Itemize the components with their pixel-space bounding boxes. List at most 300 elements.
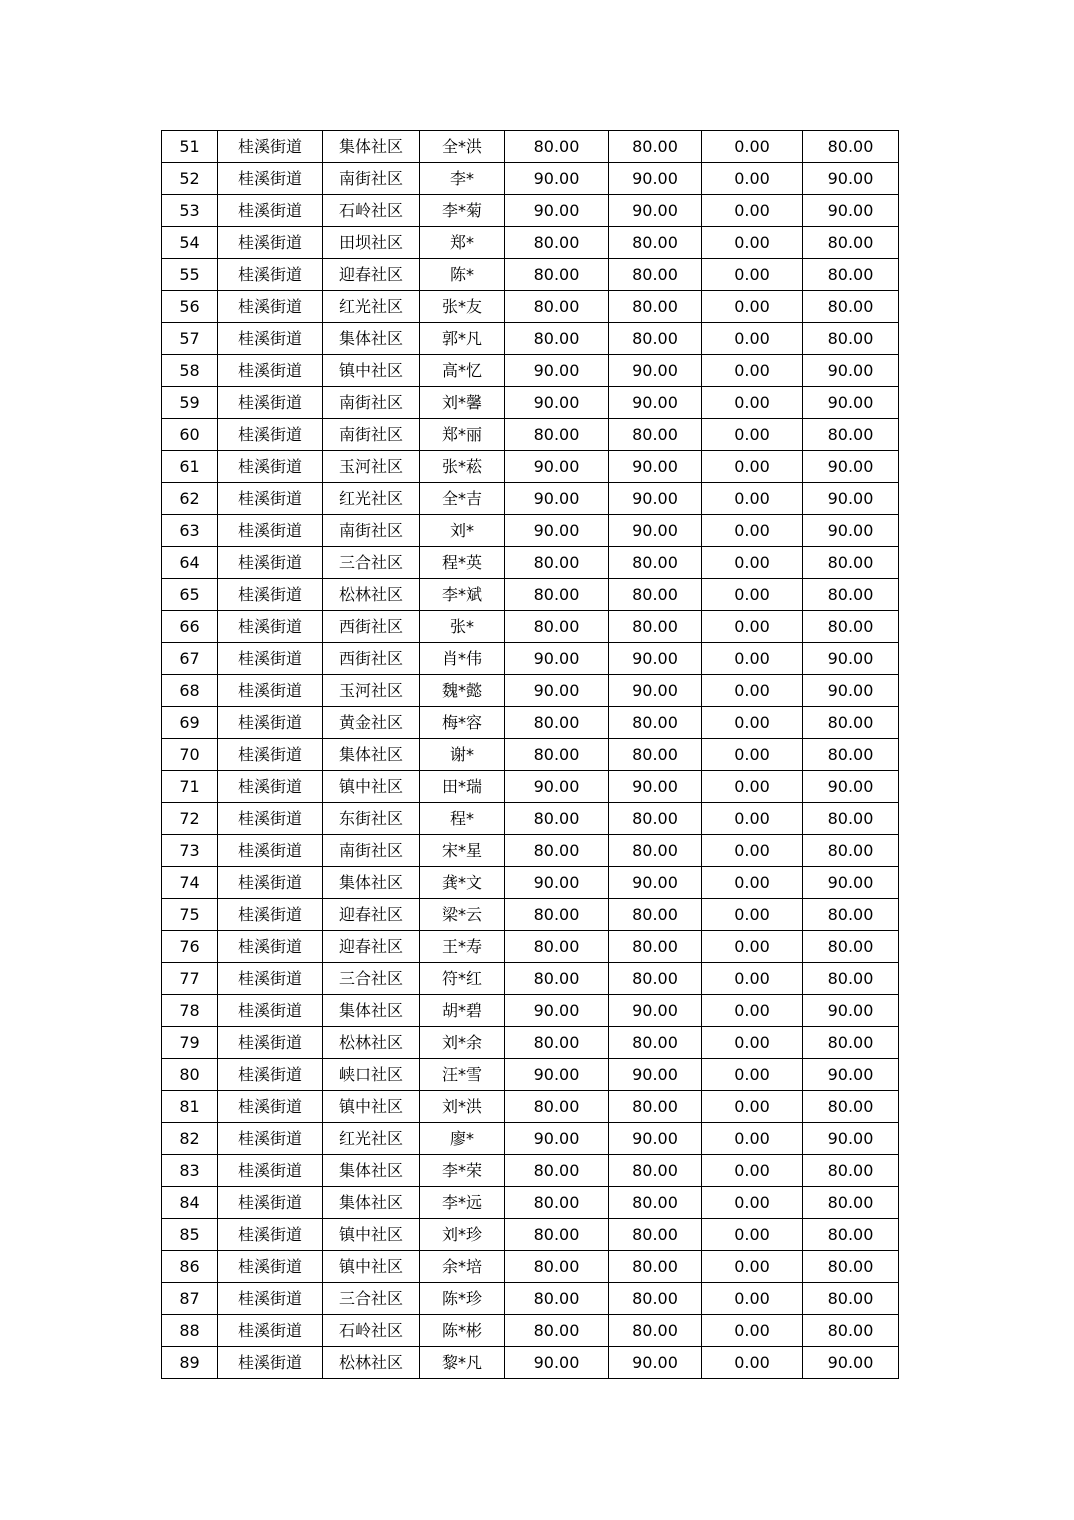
table-row [162,355,899,387]
amount-cell-4: 80.00 [803,739,899,771]
amount-cell-2: 90.00 [609,867,702,899]
row-number-cell: 73 [162,835,218,867]
row-number-cell: 60 [162,419,218,451]
amount-cell-2: 80.00 [609,323,702,355]
amount-cell-4: 80.00 [803,707,899,739]
amount-cell-3: 0.00 [702,227,803,259]
amount-cell-2: 90.00 [609,643,702,675]
row-number-cell: 54 [162,227,218,259]
row-number-cell: 52 [162,163,218,195]
street-cell: 桂溪街道 [218,323,323,355]
name-cell: 宋*星 [420,835,505,867]
name-cell: 胡*碧 [420,995,505,1027]
street-cell: 桂溪街道 [218,291,323,323]
amount-cell-4: 90.00 [803,771,899,803]
amount-cell-3: 0.00 [702,291,803,323]
row-number-cell: 86 [162,1251,218,1283]
street-cell: 桂溪街道 [218,579,323,611]
table-row [162,579,899,611]
street-cell: 桂溪街道 [218,1027,323,1059]
amount-cell-3: 0.00 [702,643,803,675]
name-cell: 刘* [420,515,505,547]
amount-cell-4: 90.00 [803,195,899,227]
street-cell: 桂溪街道 [218,835,323,867]
amount-cell-3: 0.00 [702,355,803,387]
amount-cell-2: 90.00 [609,451,702,483]
name-cell: 郭*凡 [420,323,505,355]
amount-cell-1: 90.00 [505,163,609,195]
amount-cell-1: 80.00 [505,1187,609,1219]
amount-cell-1: 90.00 [505,515,609,547]
table-row [162,419,899,451]
amount-cell-3: 0.00 [702,131,803,163]
row-number-cell: 66 [162,611,218,643]
amount-cell-4: 80.00 [803,291,899,323]
amount-cell-2: 90.00 [609,483,702,515]
amount-cell-2: 80.00 [609,899,702,931]
community-cell: 南街社区 [323,419,420,451]
row-number-cell: 69 [162,707,218,739]
table-row [162,1283,899,1315]
row-number-cell: 81 [162,1091,218,1123]
amount-cell-3: 0.00 [702,387,803,419]
amount-cell-1: 80.00 [505,1155,609,1187]
amount-cell-3: 0.00 [702,611,803,643]
community-cell: 松林社区 [323,1027,420,1059]
street-cell: 桂溪街道 [218,451,323,483]
table-row [162,931,899,963]
community-cell: 东街社区 [323,803,420,835]
community-cell: 三合社区 [323,547,420,579]
amount-cell-2: 80.00 [609,227,702,259]
amount-cell-2: 80.00 [609,419,702,451]
amount-cell-1: 90.00 [505,387,609,419]
amount-cell-1: 90.00 [505,483,609,515]
amount-cell-3: 0.00 [702,739,803,771]
amount-cell-3: 0.00 [702,323,803,355]
street-cell: 桂溪街道 [218,1059,323,1091]
amount-cell-3: 0.00 [702,483,803,515]
street-cell: 桂溪街道 [218,1251,323,1283]
amount-cell-3: 0.00 [702,1155,803,1187]
table-row [162,1091,899,1123]
name-cell: 汪*雪 [420,1059,505,1091]
table-row [162,1347,899,1379]
amount-cell-4: 80.00 [803,835,899,867]
community-cell: 镇中社区 [323,1219,420,1251]
table-row [162,675,899,707]
amount-cell-2: 80.00 [609,291,702,323]
street-cell: 桂溪街道 [218,739,323,771]
community-cell: 玉河社区 [323,451,420,483]
amount-cell-2: 80.00 [609,1219,702,1251]
row-number-cell: 67 [162,643,218,675]
street-cell: 桂溪街道 [218,1283,323,1315]
community-cell: 南街社区 [323,835,420,867]
row-number-cell: 80 [162,1059,218,1091]
table-row [162,803,899,835]
community-cell: 黄金社区 [323,707,420,739]
table-row [162,1027,899,1059]
row-number-cell: 85 [162,1219,218,1251]
community-cell: 迎春社区 [323,931,420,963]
community-cell: 集体社区 [323,995,420,1027]
name-cell: 程*英 [420,547,505,579]
table-row [162,643,899,675]
community-cell: 三合社区 [323,963,420,995]
name-cell: 李*菊 [420,195,505,227]
amount-cell-2: 80.00 [609,963,702,995]
amount-cell-4: 80.00 [803,227,899,259]
community-cell: 迎春社区 [323,259,420,291]
name-cell: 黎*凡 [420,1347,505,1379]
amount-cell-2: 80.00 [609,259,702,291]
community-cell: 三合社区 [323,1283,420,1315]
amount-cell-2: 80.00 [609,1091,702,1123]
amount-cell-3: 0.00 [702,803,803,835]
amount-cell-3: 0.00 [702,1283,803,1315]
records-table-body [162,131,899,1379]
amount-cell-3: 0.00 [702,1091,803,1123]
row-number-cell: 63 [162,515,218,547]
amount-cell-2: 90.00 [609,771,702,803]
amount-cell-1: 80.00 [505,931,609,963]
amount-cell-2: 90.00 [609,1123,702,1155]
amount-cell-1: 80.00 [505,259,609,291]
amount-cell-4: 80.00 [803,1187,899,1219]
street-cell: 桂溪街道 [218,1123,323,1155]
table-row [162,963,899,995]
row-number-cell: 61 [162,451,218,483]
amount-cell-1: 80.00 [505,1315,609,1347]
name-cell: 李*斌 [420,579,505,611]
amount-cell-2: 80.00 [609,1251,702,1283]
amount-cell-2: 80.00 [609,1187,702,1219]
amount-cell-1: 80.00 [505,291,609,323]
community-cell: 镇中社区 [323,771,420,803]
amount-cell-3: 0.00 [702,707,803,739]
amount-cell-3: 0.00 [702,1123,803,1155]
amount-cell-1: 80.00 [505,835,609,867]
amount-cell-4: 80.00 [803,1091,899,1123]
amount-cell-1: 90.00 [505,867,609,899]
table-row [162,899,899,931]
street-cell: 桂溪街道 [218,515,323,547]
amount-cell-4: 90.00 [803,451,899,483]
name-cell: 余*培 [420,1251,505,1283]
row-number-cell: 74 [162,867,218,899]
amount-cell-4: 80.00 [803,419,899,451]
name-cell: 李* [420,163,505,195]
amount-cell-1: 80.00 [505,803,609,835]
community-cell: 集体社区 [323,739,420,771]
records-table [161,130,899,1379]
name-cell: 刘*余 [420,1027,505,1059]
amount-cell-4: 80.00 [803,1155,899,1187]
community-cell: 田坝社区 [323,227,420,259]
amount-cell-1: 90.00 [505,643,609,675]
table-row [162,1219,899,1251]
amount-cell-4: 90.00 [803,163,899,195]
row-number-cell: 56 [162,291,218,323]
amount-cell-3: 0.00 [702,1251,803,1283]
amount-cell-4: 90.00 [803,387,899,419]
table-row [162,195,899,227]
community-cell: 石岭社区 [323,1315,420,1347]
street-cell: 桂溪街道 [218,387,323,419]
amount-cell-2: 90.00 [609,1059,702,1091]
amount-cell-2: 90.00 [609,355,702,387]
street-cell: 桂溪街道 [218,1219,323,1251]
amount-cell-4: 80.00 [803,259,899,291]
name-cell: 陈*珍 [420,1283,505,1315]
amount-cell-3: 0.00 [702,899,803,931]
community-cell: 集体社区 [323,131,420,163]
amount-cell-1: 80.00 [505,739,609,771]
street-cell: 桂溪街道 [218,1155,323,1187]
amount-cell-1: 80.00 [505,419,609,451]
street-cell: 桂溪街道 [218,771,323,803]
amount-cell-1: 90.00 [505,195,609,227]
row-number-cell: 72 [162,803,218,835]
amount-cell-1: 80.00 [505,707,609,739]
street-cell: 桂溪街道 [218,803,323,835]
amount-cell-4: 80.00 [803,611,899,643]
community-cell: 镇中社区 [323,1091,420,1123]
table-row [162,259,899,291]
community-cell: 集体社区 [323,867,420,899]
amount-cell-1: 90.00 [505,771,609,803]
street-cell: 桂溪街道 [218,355,323,387]
name-cell: 刘*馨 [420,387,505,419]
amount-cell-2: 90.00 [609,675,702,707]
street-cell: 桂溪街道 [218,1347,323,1379]
street-cell: 桂溪街道 [218,867,323,899]
community-cell: 集体社区 [323,323,420,355]
amount-cell-4: 90.00 [803,1123,899,1155]
table-row [162,1059,899,1091]
row-number-cell: 79 [162,1027,218,1059]
amount-cell-4: 80.00 [803,1251,899,1283]
amount-cell-4: 80.00 [803,131,899,163]
row-number-cell: 71 [162,771,218,803]
amount-cell-3: 0.00 [702,1059,803,1091]
name-cell: 龚*文 [420,867,505,899]
street-cell: 桂溪街道 [218,899,323,931]
row-number-cell: 78 [162,995,218,1027]
row-number-cell: 59 [162,387,218,419]
amount-cell-2: 80.00 [609,547,702,579]
community-cell: 西街社区 [323,611,420,643]
street-cell: 桂溪街道 [218,963,323,995]
community-cell: 红光社区 [323,483,420,515]
row-number-cell: 84 [162,1187,218,1219]
name-cell: 程* [420,803,505,835]
amount-cell-3: 0.00 [702,1027,803,1059]
amount-cell-2: 80.00 [609,931,702,963]
amount-cell-3: 0.00 [702,867,803,899]
name-cell: 张*菘 [420,451,505,483]
table-row [162,739,899,771]
table-row [162,163,899,195]
table-row [162,131,899,163]
amount-cell-1: 80.00 [505,227,609,259]
table-row [162,451,899,483]
amount-cell-4: 90.00 [803,483,899,515]
amount-cell-4: 90.00 [803,1347,899,1379]
amount-cell-1: 90.00 [505,355,609,387]
name-cell: 李*荣 [420,1155,505,1187]
amount-cell-2: 80.00 [609,803,702,835]
table-row [162,291,899,323]
name-cell: 郑*丽 [420,419,505,451]
amount-cell-1: 80.00 [505,1219,609,1251]
amount-cell-4: 80.00 [803,803,899,835]
amount-cell-3: 0.00 [702,259,803,291]
community-cell: 集体社区 [323,1155,420,1187]
community-cell: 南街社区 [323,387,420,419]
street-cell: 桂溪街道 [218,259,323,291]
row-number-cell: 70 [162,739,218,771]
community-cell: 松林社区 [323,1347,420,1379]
amount-cell-4: 90.00 [803,515,899,547]
amount-cell-3: 0.00 [702,995,803,1027]
amount-cell-4: 80.00 [803,547,899,579]
name-cell: 肖*伟 [420,643,505,675]
community-cell: 迎春社区 [323,899,420,931]
street-cell: 桂溪街道 [218,995,323,1027]
amount-cell-1: 80.00 [505,1091,609,1123]
row-number-cell: 83 [162,1155,218,1187]
street-cell: 桂溪街道 [218,675,323,707]
street-cell: 桂溪街道 [218,707,323,739]
amount-cell-3: 0.00 [702,675,803,707]
table-row [162,1251,899,1283]
table-row [162,1187,899,1219]
row-number-cell: 89 [162,1347,218,1379]
street-cell: 桂溪街道 [218,1315,323,1347]
street-cell: 桂溪街道 [218,643,323,675]
amount-cell-3: 0.00 [702,835,803,867]
amount-cell-4: 90.00 [803,995,899,1027]
amount-cell-2: 80.00 [609,131,702,163]
name-cell: 张*友 [420,291,505,323]
row-number-cell: 88 [162,1315,218,1347]
community-cell: 松林社区 [323,579,420,611]
amount-cell-2: 80.00 [609,835,702,867]
amount-cell-3: 0.00 [702,931,803,963]
amount-cell-4: 80.00 [803,579,899,611]
name-cell: 刘*洪 [420,1091,505,1123]
name-cell: 符*红 [420,963,505,995]
table-row [162,995,899,1027]
amount-cell-2: 80.00 [609,707,702,739]
row-number-cell: 87 [162,1283,218,1315]
amount-cell-2: 80.00 [609,1283,702,1315]
street-cell: 桂溪街道 [218,195,323,227]
amount-cell-4: 90.00 [803,867,899,899]
table-row [162,771,899,803]
amount-cell-2: 80.00 [609,739,702,771]
amount-cell-3: 0.00 [702,547,803,579]
amount-cell-1: 80.00 [505,1251,609,1283]
table-row [162,387,899,419]
row-number-cell: 57 [162,323,218,355]
row-number-cell: 65 [162,579,218,611]
table-row [162,323,899,355]
table-row [162,515,899,547]
amount-cell-3: 0.00 [702,1187,803,1219]
table-row [162,867,899,899]
amount-cell-4: 80.00 [803,1283,899,1315]
amount-cell-2: 80.00 [609,1315,702,1347]
amount-cell-3: 0.00 [702,451,803,483]
street-cell: 桂溪街道 [218,227,323,259]
table-row [162,483,899,515]
name-cell: 全*洪 [420,131,505,163]
street-cell: 桂溪街道 [218,1187,323,1219]
amount-cell-4: 80.00 [803,963,899,995]
community-cell: 玉河社区 [323,675,420,707]
name-cell: 刘*珍 [420,1219,505,1251]
street-cell: 桂溪街道 [218,1091,323,1123]
table-row [162,547,899,579]
amount-cell-4: 90.00 [803,355,899,387]
amount-cell-1: 80.00 [505,579,609,611]
amount-cell-3: 0.00 [702,163,803,195]
community-cell: 石岭社区 [323,195,420,227]
name-cell: 廖* [420,1123,505,1155]
amount-cell-2: 90.00 [609,995,702,1027]
amount-cell-3: 0.00 [702,963,803,995]
name-cell: 陈*彬 [420,1315,505,1347]
amount-cell-2: 90.00 [609,387,702,419]
row-number-cell: 76 [162,931,218,963]
name-cell: 梅*容 [420,707,505,739]
community-cell: 南街社区 [323,515,420,547]
amount-cell-1: 90.00 [505,675,609,707]
row-number-cell: 62 [162,483,218,515]
name-cell: 陈* [420,259,505,291]
amount-cell-3: 0.00 [702,1219,803,1251]
community-cell: 镇中社区 [323,355,420,387]
community-cell: 集体社区 [323,1187,420,1219]
row-number-cell: 82 [162,1123,218,1155]
table-row [162,1315,899,1347]
name-cell: 高*忆 [420,355,505,387]
table-row [162,1123,899,1155]
street-cell: 桂溪街道 [218,163,323,195]
amount-cell-4: 80.00 [803,899,899,931]
amount-cell-4: 80.00 [803,1315,899,1347]
amount-cell-1: 80.00 [505,1283,609,1315]
table-row [162,1155,899,1187]
row-number-cell: 75 [162,899,218,931]
amount-cell-1: 80.00 [505,131,609,163]
amount-cell-2: 80.00 [609,579,702,611]
amount-cell-1: 90.00 [505,1347,609,1379]
amount-cell-4: 90.00 [803,643,899,675]
name-cell: 张* [420,611,505,643]
row-number-cell: 64 [162,547,218,579]
table-row [162,227,899,259]
name-cell: 全*吉 [420,483,505,515]
amount-cell-3: 0.00 [702,515,803,547]
street-cell: 桂溪街道 [218,483,323,515]
table-row [162,611,899,643]
community-cell: 红光社区 [323,291,420,323]
amount-cell-4: 80.00 [803,1027,899,1059]
